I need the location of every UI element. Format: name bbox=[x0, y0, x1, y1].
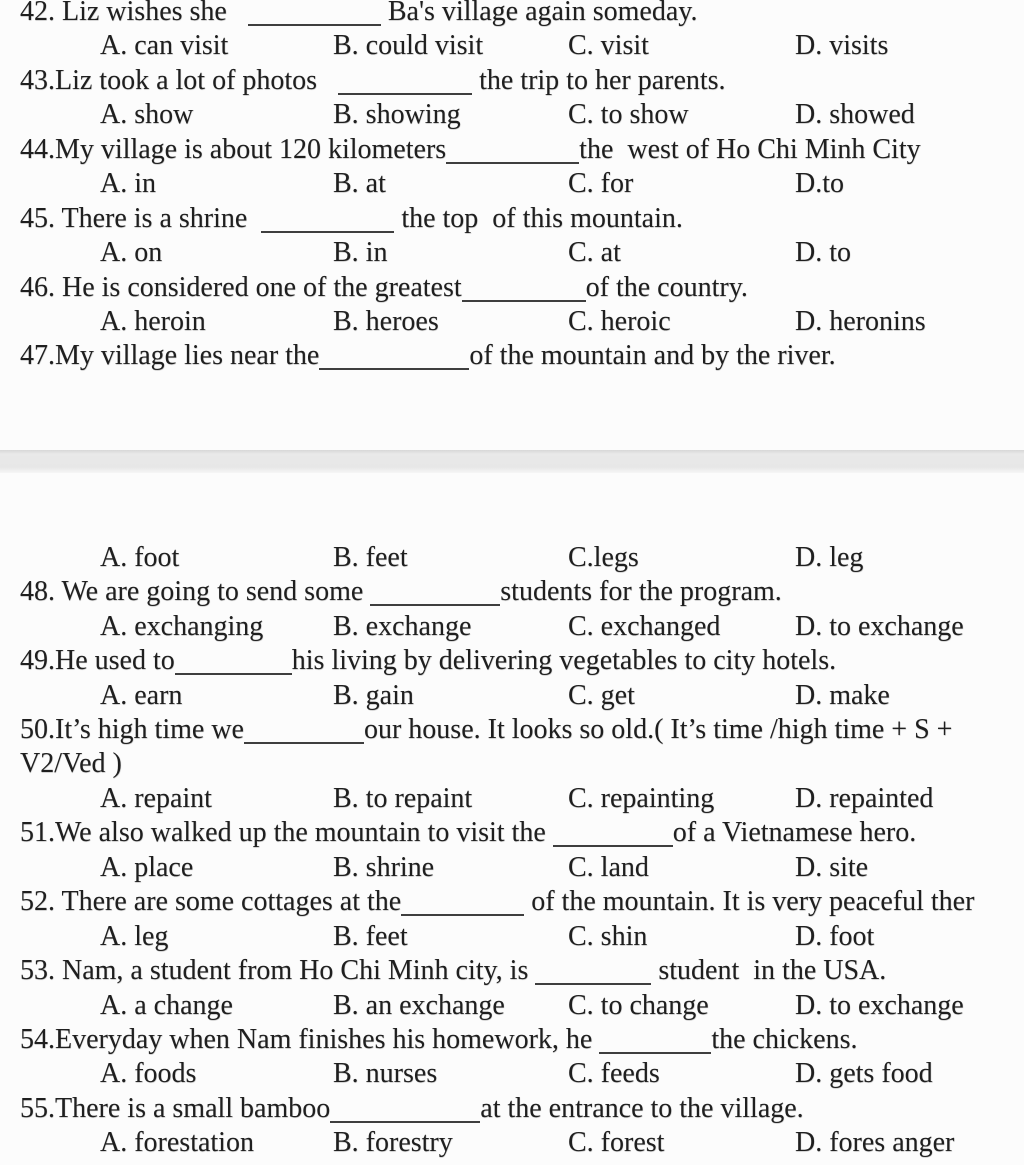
option-a-label: A. exchanging bbox=[100, 610, 264, 642]
answer-blank bbox=[338, 73, 472, 95]
option-d-label: D. to exchange bbox=[795, 989, 964, 1021]
question-text: of the mountain and by the river. bbox=[469, 340, 836, 372]
question-line-55 bbox=[0, 1092, 1024, 1126]
options-row-44 bbox=[0, 167, 1024, 201]
question-text: 49.He used to bbox=[20, 645, 175, 677]
option-a-label: A. show bbox=[100, 99, 194, 131]
question-line-50 bbox=[0, 713, 1024, 747]
option-c-label: C. visit bbox=[568, 30, 649, 62]
option-b-label: B. an exchange bbox=[333, 989, 505, 1021]
question-text: 55.There is a small bamboo bbox=[20, 1092, 331, 1124]
option-c-label: C. get bbox=[568, 679, 635, 711]
options-row-43 bbox=[0, 98, 1024, 132]
question-text: our house. It looks so old.( It’s time /high time + S + bbox=[363, 714, 953, 745]
question-line-43 bbox=[0, 64, 1024, 98]
question-line-49 bbox=[0, 644, 1024, 678]
option-d-label: D. visits bbox=[795, 30, 889, 62]
answer-blank bbox=[446, 142, 579, 164]
option-d-label: D. make bbox=[795, 679, 890, 711]
answer-blank bbox=[248, 4, 381, 26]
options-row-51 bbox=[0, 851, 1024, 885]
option-d-label: D. site bbox=[795, 851, 869, 883]
option-b-label: B. gain bbox=[333, 679, 414, 711]
option-c-label: C. shin bbox=[568, 920, 648, 952]
options-row-49 bbox=[0, 679, 1024, 713]
option-b-label: B. at bbox=[333, 168, 386, 200]
option-d-label: D.to bbox=[795, 168, 844, 200]
option-b-label: B. heroes bbox=[333, 305, 439, 337]
option-b-label: B. exchange bbox=[333, 610, 472, 642]
option-c-label: C. exchanged bbox=[568, 610, 721, 642]
option-a-label: A. foot bbox=[100, 541, 180, 573]
option-d-label: D. fores anger bbox=[795, 1127, 955, 1159]
question-text: 54.Everyday when Nam finishes his homework, he bbox=[20, 1023, 600, 1055]
answer-blank bbox=[175, 653, 292, 675]
option-d-label: D. gets food bbox=[795, 1058, 933, 1090]
answer-blank bbox=[370, 584, 500, 606]
question-text: 44.My village is about 120 kilometers bbox=[20, 133, 447, 165]
question-line-51 bbox=[0, 816, 1024, 850]
question-text: 46. He is considered one of the greatest bbox=[20, 271, 462, 303]
answer-blank bbox=[553, 825, 673, 847]
option-c-label: C. heroic bbox=[568, 305, 671, 337]
option-a-label: A. place bbox=[100, 851, 194, 883]
question-line-47 bbox=[0, 339, 1024, 373]
answer-blank bbox=[330, 1101, 480, 1123]
question-text: the chickens. bbox=[711, 1023, 858, 1055]
question-line-54 bbox=[0, 1023, 1024, 1057]
options-row-42 bbox=[0, 29, 1024, 63]
question-text: V2/Ved ) bbox=[20, 748, 122, 780]
scanner-gray-band bbox=[0, 450, 1024, 473]
question-text: 42. Liz wishes she bbox=[20, 0, 248, 27]
answer-blank bbox=[401, 894, 524, 916]
options-row-54 bbox=[0, 1057, 1024, 1091]
question-text: of a Vietnamese hero. bbox=[672, 817, 917, 849]
option-c-label: C. for bbox=[568, 168, 634, 200]
option-b-label: B. feet bbox=[333, 920, 408, 952]
question-text: of the country. bbox=[585, 271, 748, 303]
question-text: 43.Liz took a lot of photos bbox=[20, 64, 339, 96]
options-row-50 bbox=[0, 782, 1024, 816]
answer-blank bbox=[319, 348, 469, 370]
option-d-label: D. to exchange bbox=[795, 610, 964, 642]
option-c-label: C. at bbox=[568, 237, 621, 269]
option-a-label: A. on bbox=[100, 237, 163, 269]
question-line-48 bbox=[0, 575, 1024, 609]
answer-blank bbox=[462, 280, 586, 302]
question-text: student in the USA. bbox=[651, 955, 887, 987]
option-c-label: C. to change bbox=[568, 989, 709, 1021]
answer-blank bbox=[261, 211, 394, 233]
answer-blank bbox=[535, 963, 651, 985]
empty-gap bbox=[0, 374, 1024, 450]
option-b-label: B. feet bbox=[333, 541, 408, 573]
options-row-47 bbox=[0, 541, 1024, 575]
question-line-45 bbox=[0, 202, 1024, 236]
option-b-label: B. could visit bbox=[333, 30, 484, 62]
option-c-label: C. land bbox=[568, 851, 649, 883]
question-line-46 bbox=[0, 271, 1024, 305]
option-a-label: A. a change bbox=[100, 989, 233, 1021]
options-row-55 bbox=[0, 1126, 1024, 1160]
question-text: the trip to her parents. bbox=[472, 64, 726, 96]
option-d-label: D. showed bbox=[795, 99, 915, 131]
option-d-label: D. leg bbox=[795, 541, 864, 573]
option-a-label: A. in bbox=[100, 168, 156, 200]
question-text: 52. There are some cottages at the bbox=[20, 886, 402, 918]
options-row-53 bbox=[0, 989, 1024, 1023]
question-text: the west of Ho Chi Minh City bbox=[579, 133, 921, 165]
option-c-label: C. forest bbox=[568, 1127, 665, 1159]
question-text: 47.My village lies near the bbox=[20, 340, 320, 372]
options-row-45 bbox=[0, 236, 1024, 270]
question-text: the top of this mountain. bbox=[394, 202, 683, 234]
option-d-label: D. heronins bbox=[795, 305, 926, 337]
option-a-label: A. foods bbox=[100, 1058, 197, 1090]
option-a-label: A. forestation bbox=[100, 1127, 254, 1159]
option-a-label: A. leg bbox=[100, 920, 169, 952]
option-b-label: B. showing bbox=[333, 99, 461, 131]
question-text: 51.We also walked up the mountain to visit the bbox=[20, 817, 553, 849]
question-text: 50.It’s high time we bbox=[20, 714, 244, 745]
options-row-52 bbox=[0, 920, 1024, 954]
option-b-label: B. nurses bbox=[333, 1058, 438, 1090]
question-text: students for the program. bbox=[500, 576, 782, 608]
option-d-label: D. foot bbox=[795, 920, 875, 952]
question-line-42 bbox=[0, 0, 1024, 29]
answer-blank bbox=[244, 722, 364, 744]
option-d-label: D. repainted bbox=[795, 782, 934, 814]
option-c-label: C.legs bbox=[568, 541, 639, 573]
option-a-label: A. repaint bbox=[100, 782, 212, 814]
answer-blank bbox=[599, 1032, 711, 1054]
question-text: 45. There is a shrine bbox=[20, 202, 262, 234]
option-a-label: A. heroin bbox=[100, 305, 206, 337]
question-line-44 bbox=[0, 133, 1024, 167]
question-line-53 bbox=[0, 954, 1024, 988]
option-b-label: B. shrine bbox=[333, 851, 435, 883]
empty-gap bbox=[0, 473, 1024, 541]
options-row-48 bbox=[0, 610, 1024, 644]
question-line-50b bbox=[0, 747, 1024, 781]
option-c-label: C. to show bbox=[568, 99, 689, 131]
option-a-label: A. can visit bbox=[100, 30, 229, 62]
question-text: at the entrance to the village. bbox=[480, 1092, 804, 1124]
option-b-label: B. forestry bbox=[333, 1127, 453, 1159]
option-c-label: C. feeds bbox=[568, 1058, 660, 1090]
options-row-46 bbox=[0, 305, 1024, 339]
option-c-label: C. repainting bbox=[568, 782, 715, 814]
option-b-label: B. in bbox=[333, 237, 388, 269]
question-text: of the mountain. It is very peaceful ther bbox=[524, 886, 975, 918]
question-text: 48. We are going to send some bbox=[20, 576, 371, 608]
option-a-label: A. earn bbox=[100, 679, 183, 711]
question-text: Ba's village again someday. bbox=[380, 0, 698, 27]
option-d-label: D. to bbox=[795, 237, 851, 269]
question-text: 53. Nam, a student from Ho Chi Minh city, is bbox=[20, 955, 536, 987]
option-b-label: B. to repaint bbox=[333, 782, 473, 814]
question-text: his living by delivering vegetables to city hotels. bbox=[291, 645, 837, 677]
question-line-52 bbox=[0, 885, 1024, 919]
